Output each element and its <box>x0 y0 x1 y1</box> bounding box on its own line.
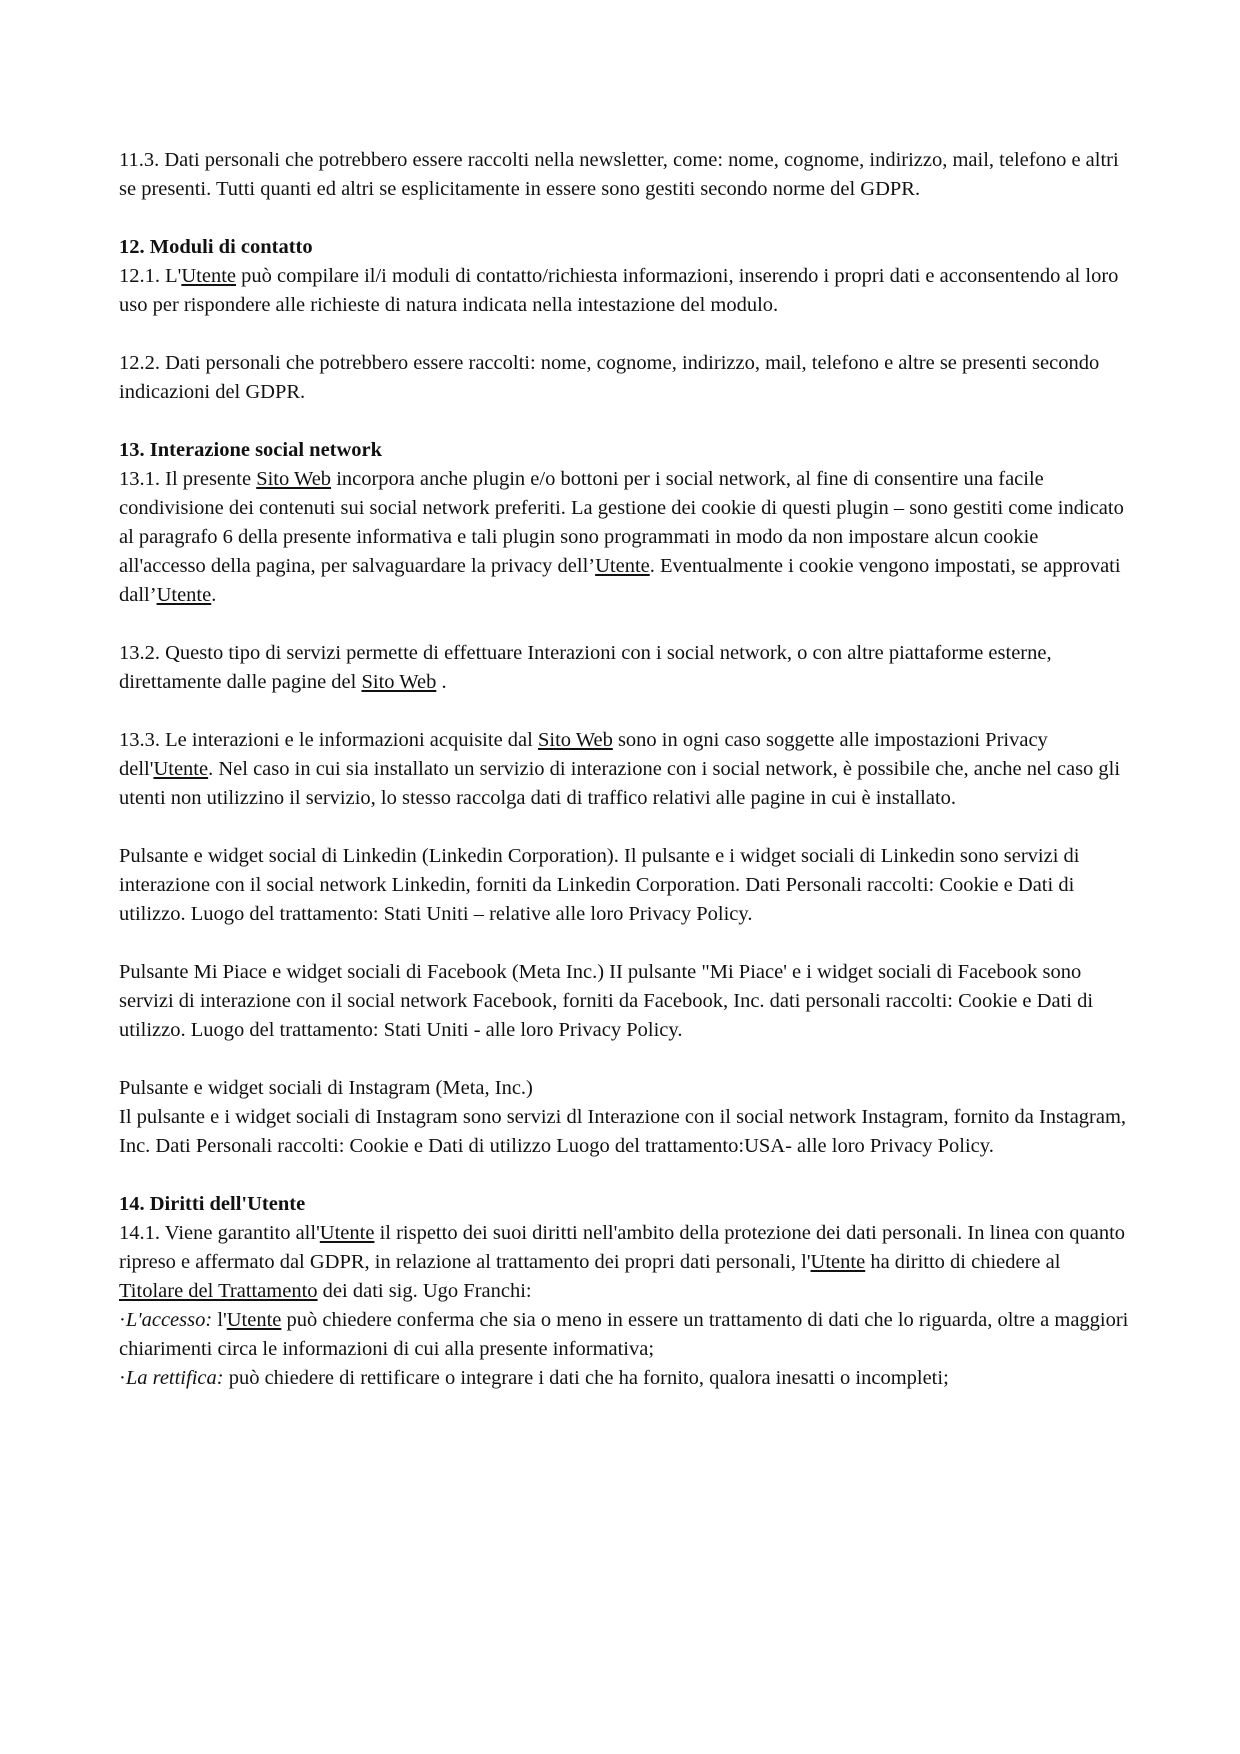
text-run: il rispetto dei suoi diritti nell'ambito della protezione dei dati personali. In linea con quanto ripreso e affermato dal GDPR, in relazione al trattamento dei propri dati personali, l' <box>119 1222 1126 1273</box>
text-run: 13.3. Le interazioni e le informazioni acquisite dal <box>119 729 538 751</box>
term-utente: Utente <box>226 1309 282 1331</box>
term-sito-web: Sito Web <box>256 468 332 490</box>
text-run: . Nel caso in cui sia installato un servizio di interazione con i social network, è possibile che, anche nel caso gli utenti non utilizzino il servizio, lo stesso raccolga dati di traffico relativi alle pagine in cui è installato. <box>119 758 1121 809</box>
paragraph-14-1 <box>119 1219 1129 1306</box>
text-run: può chiedere di rettificare o integrare i dati che ha fornito, qualora inesatti o incompleti; <box>223 1367 949 1389</box>
text-run: 13.2. Questo tipo di servizi permette di effettuare Interazioni con i social network, o con altre piattaforme esterne, direttamente dalle pagine del <box>119 642 1052 693</box>
text-run: sono in ogni caso soggette alle impostazioni Privacy dell' <box>119 729 1048 780</box>
paragraph-instagram: Il pulsante e i widget sociali di Instagram sono servizi dl Interazione con il social network Instagram, fornito da Instagram, Inc. Dati Personali raccolti: Cookie e Dati di utilizzo Luogo del trattamento:USA- alle loro Privacy Policy. <box>119 1106 1127 1157</box>
paragraph-12-2: 12.2. Dati personali che potrebbero essere raccolti: nome, cognome, indirizzo, mail, telefono e altre se presenti secondo indicazioni del GDPR. <box>119 352 1100 403</box>
paragraph-linkedin: Pulsante e widget social di Linkedin (Linkedin Corporation). Il pulsante e i widget sociali di Linkedin sono servizi di interazione con il social network Linkedin, forniti da Linkedin Corporation. Dati Personali raccolti: Cookie e Dati di utilizzo. Luogo del trattamento: Stati Uniti – relative alle loro Privacy Policy. <box>119 845 1080 925</box>
heading-14: 14. Diritti dell'Utente <box>119 1193 306 1215</box>
text-run: 13.1. Il presente <box>119 468 257 490</box>
text-run: dei dati sig. Ugo Franchi: <box>317 1280 532 1302</box>
paragraph-13-2 <box>119 639 1129 697</box>
paragraph-11-3: 11.3. Dati personali che potrebbero essere raccolti nella newsletter, come: nome, cognome, indirizzo, mail, telefono e altri se presenti. Tutti quanti ed altri se esplicitamente in essere sono gestiti secondo norme del GDPR. <box>119 149 1119 200</box>
term-utente: Utente <box>156 584 212 606</box>
list-item-rettifica <box>119 1364 1129 1393</box>
text-run: ha diritto di chiedere al <box>865 1251 1061 1273</box>
term-utente: Utente <box>319 1222 375 1244</box>
bullet: · <box>119 1309 126 1331</box>
text-run: . <box>436 671 447 693</box>
text-run: può chiedere conferma che sia o meno in essere un trattamento di dati che lo riguarda, oltre a maggiori chiarimenti circa le informazioni di cui alla presente informativa; <box>119 1309 1129 1360</box>
paragraph-12-1 <box>119 262 1129 320</box>
text-run: . <box>211 584 217 606</box>
list-item-label: La rettifica: <box>125 1367 224 1389</box>
list-item-label: L'accesso: <box>125 1309 213 1331</box>
term-sito-web: Sito Web <box>361 671 437 693</box>
text-run: . Eventualmente i cookie vengono impostati, se approvati dall’ <box>119 555 1121 606</box>
instagram-title: Pulsante e widget sociali di Instagram (Meta, Inc.) <box>119 1077 533 1099</box>
term-utente: Utente <box>153 758 209 780</box>
document-body <box>119 146 1129 1393</box>
paragraph-facebook: Pulsante Mi Piace e widget sociali di Facebook (Meta Inc.) II pulsante "Mi Piace' e i widget sociali di Facebook sono servizi di interazione con il social network Facebook, forniti da Facebook, Inc. dati personali raccolti: Cookie e Dati di utilizzo. Luogo del trattamento: Stati Uniti - alle loro Privacy Policy. <box>119 961 1094 1041</box>
text-run: 14.1. Viene garantito all' <box>119 1222 320 1244</box>
text-run: 12.1. L' <box>119 265 182 287</box>
list-item-accesso <box>119 1306 1129 1364</box>
heading-13: 13. Interazione social network <box>119 439 383 461</box>
paragraph-13-1 <box>119 465 1129 610</box>
term-utente: Utente <box>181 265 236 287</box>
text-run: può compilare il/i moduli di contatto/richiesta informazioni, inserendo i propri dati e acconsentendo al loro uso per rispondere alle richieste di natura indicata nella intestazione del modulo. <box>119 265 1119 316</box>
text-run: incorpora anche plugin e/o bottoni per i social network, al fine di consentire una facile condivisione dei contenuti sui social network preferiti. La gestione dei cookie di questi plugin – sono gestiti come indicato al paragrafo 6 della presente informativa e tali plugin sono programmati in modo da non impostare alcun cookie all'accesso della pagina, per salvaguardare la privacy dell’ <box>119 468 1124 577</box>
paragraph-13-3 <box>119 726 1129 813</box>
term-utente: Utente <box>595 555 650 577</box>
term-sito-web: Sito Web <box>537 729 613 751</box>
term-utente: Utente <box>810 1251 866 1273</box>
text-run: l' <box>212 1309 227 1331</box>
term-titolare-del-trattamento: Titolare del Trattamento <box>119 1280 318 1302</box>
bullet: · <box>119 1367 126 1389</box>
heading-12: 12. Moduli di contatto <box>119 236 313 258</box>
